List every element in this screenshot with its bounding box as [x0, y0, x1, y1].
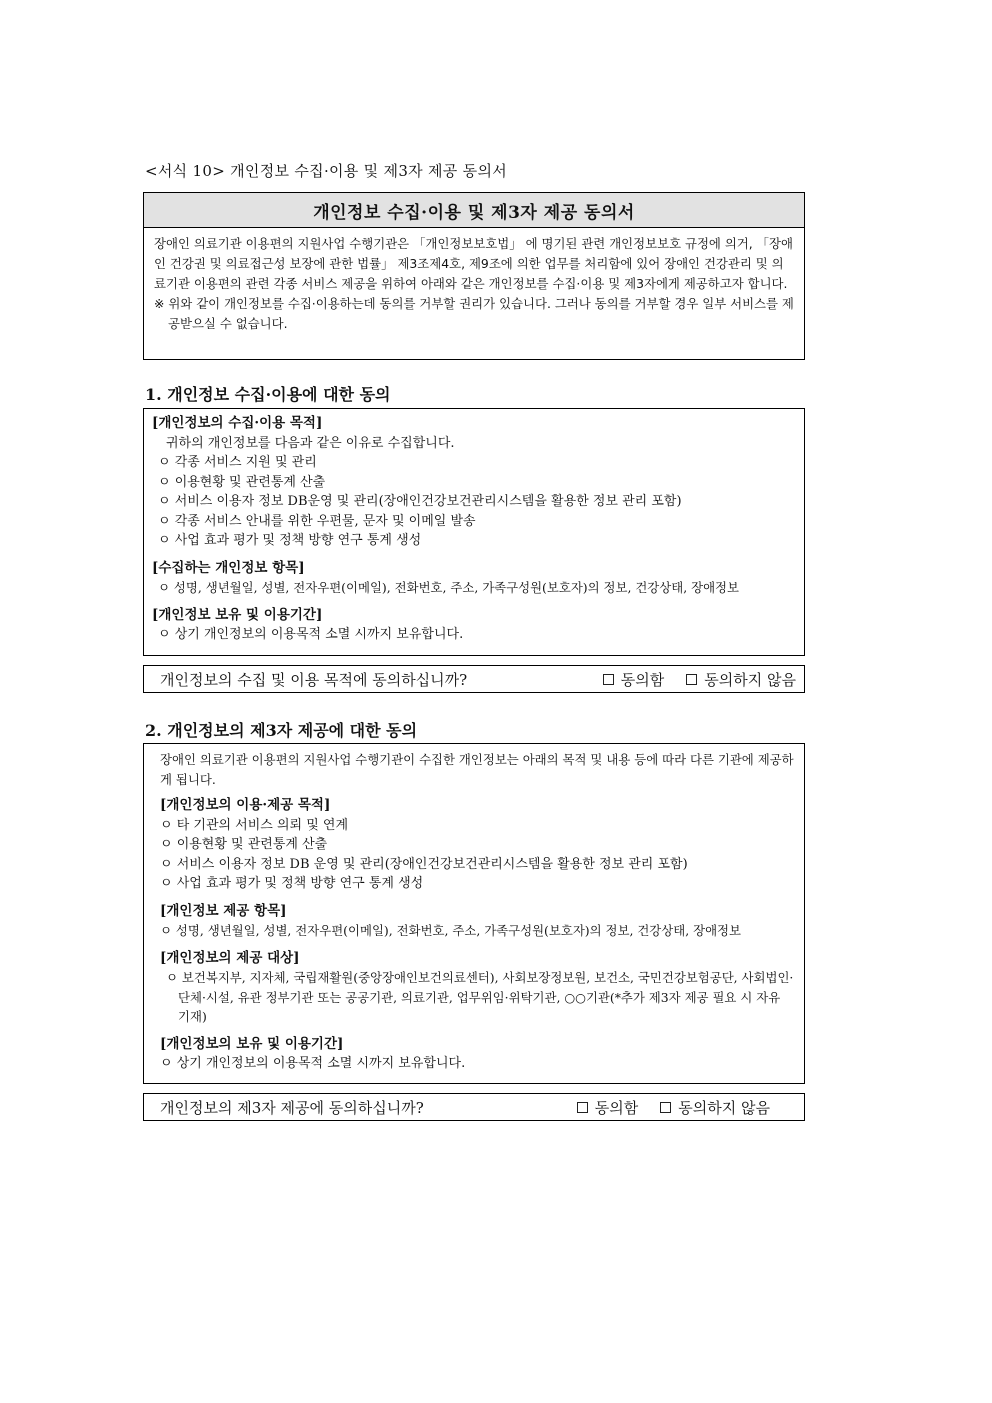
checkbox-icon[interactable] [603, 674, 614, 685]
s2-retention-text: ㅇ 상기 개인정보의 이용목적 소멸 시까지 보유합니다. [160, 1056, 466, 1071]
s2-agree-option[interactable] [577, 1097, 638, 1118]
section2-box [143, 743, 805, 1084]
section1-consent-row [143, 665, 805, 693]
list-item: ㅇ 이용현황 및 관련통계 산출 [158, 474, 326, 490]
s2-target-title: [개인정보의 제공 대상] [160, 949, 300, 966]
checkbox-icon[interactable] [660, 1102, 671, 1113]
s1-purpose-intro: 귀하의 개인정보를 다음과 같은 이유로 수집합니다. [166, 435, 455, 451]
checkbox-icon[interactable] [577, 1102, 588, 1113]
s2-items-list: ㅇ 성명, 생년월일, 성별, 전자우편(이메일), 전화번호, 주소, 가족구성원(보호자)의 정보, 건강상태, 장애정보 [160, 923, 741, 938]
refusal-right-note: ※ 위와 같이 개인정보를 수집·이용하는데 동의를 거부할 권리가 있습니다. 그러나 동의를 거부할 경우 일부 서비스를 제공받으실 수 없습니다. [154, 296, 794, 331]
list-item: ㅇ 사업 효과 평가 및 정책 방향 연구 통계 생성 [158, 533, 422, 548]
list-item: ㅇ 타 기관의 서비스 의뢰 및 연계 [160, 817, 349, 833]
list-item: ㅇ 사업 효과 평가 및 정책 방향 연구 통계 생성 [160, 876, 424, 891]
s1-retention-text: ㅇ 상기 개인정보의 이용목적 소멸 시까지 보유합니다. [158, 627, 464, 642]
s1-agree-label: 동의함 [620, 670, 665, 689]
list-item: ㅇ 서비스 이용자 정보 DB 운영 및 관리(장애인건강보건관리시스템을 활용한 정보 관리 포함) [160, 856, 688, 872]
list-item: ㅇ 각종 서비스 안내를 위한 우편물, 문자 및 이메일 발송 [158, 513, 476, 529]
s2-question: 개인정보의 제3자 제공에 동의하십니까? [160, 1098, 424, 1117]
s1-agree-option[interactable] [603, 669, 664, 690]
list-item: ㅇ 이용현황 및 관련통계 산출 [160, 837, 328, 852]
s2-target-text: ㅇ 보건복지부, 지자체, 국립재활원(중앙장애인보건의료센터), 사회보장정보원, 보건소, 국민건강보험공단, 사회법인·단체·시설, 유관 정부기관 또는 공공기관, 의료기관, 업무위임·위탁기관, ○○기관(*추가 제3자 제공 필요 시 자유 기재) [166, 970, 794, 1024]
consent-summary-box [143, 192, 805, 360]
s1-items-title: [수집하는 개인정보 항목] [152, 559, 305, 576]
s2-items-title: [개인정보 제공 항목] [160, 902, 287, 919]
s1-question: 개인정보의 수집 및 이용 목적에 동의하십니까? [160, 670, 468, 689]
section1-box [143, 408, 805, 656]
s2-disagree-label: 동의하지 않음 [678, 1098, 770, 1117]
list-item: ㅇ 각종 서비스 지원 및 관리 [158, 455, 317, 470]
s2-intro: 장애인 의료기관 이용편의 지원사업 수행기관이 수집한 개인정보는 아래의 목적 및 내용 등에 따라 다른 기관에 제공하게 됩니다. [160, 752, 794, 787]
s2-agree-label: 동의함 [594, 1098, 639, 1117]
s2-disagree-option[interactable] [660, 1097, 770, 1118]
section1-heading: 1. 개인정보 수집·이용에 대한 동의 [145, 385, 391, 404]
list-item: ㅇ 서비스 이용자 정보 DB운영 및 관리(장애인건강보건관리시스템을 활용한 정보 관리 포함) [158, 494, 682, 509]
s1-retention-title: [개인정보 보유 및 이용기간] [152, 606, 323, 623]
s1-disagree-label: 동의하지 않음 [704, 670, 796, 689]
section2-heading: 2. 개인정보의 제3자 제공에 대한 동의 [145, 721, 418, 740]
intro-paragraph: 장애인 의료기관 이용편의 지원사업 수행기관은 「개인정보보호법」 에 명기된 관련 개인정보보호 규정에 의거, 「장애인 건강권 및 의료접근성 보장에 관한 법률」 제3조제4호, 제9조에 의한 업무를 처리함에 있어 장애인 건강관리 및 의료기관 이용편의 관련 각종 서비스 제공을 위하여 아래와 같은 개인정보를 수집·이용 및 제3자에게 제공하고자 합니다. [154, 236, 793, 291]
s1-purpose-title: [개인정보의 수집·이용 목적] [152, 415, 323, 431]
checkbox-icon[interactable] [686, 674, 697, 685]
s1-items-list: ㅇ 성명, 생년월일, 성별, 전자우편(이메일), 전화번호, 주소, 가족구성원(보호자)의 정보, 건강상태, 장애정보 [158, 580, 739, 595]
form-label: <서식 10> 개인정보 수집·이용 및 제3자 제공 동의서 [145, 162, 508, 180]
s2-retention-title: [개인정보의 보유 및 이용기간] [160, 1035, 344, 1052]
s2-purpose-title: [개인정보의 이용·제공 목적] [160, 797, 331, 813]
document-title: 개인정보 수집·이용 및 제3자 제공 동의서 [144, 193, 804, 228]
section2-consent-row [143, 1093, 805, 1121]
s1-disagree-option[interactable] [686, 669, 796, 690]
intro-text-block [144, 228, 804, 334]
